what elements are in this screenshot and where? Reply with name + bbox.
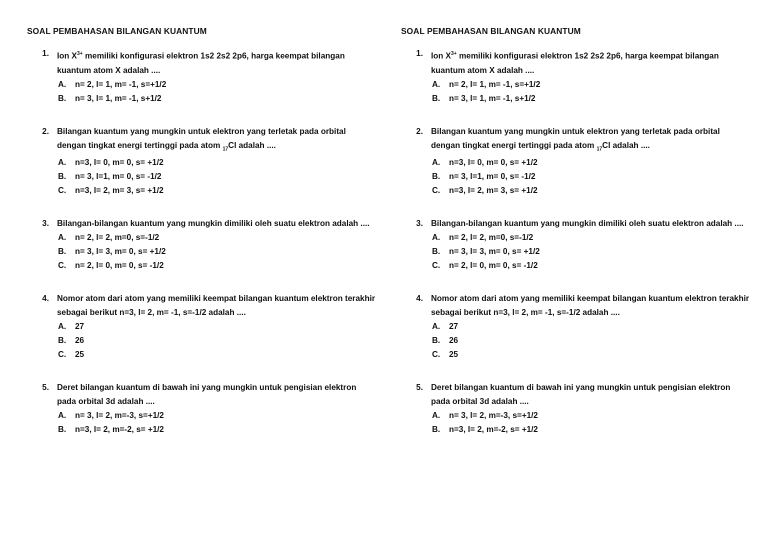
option-b: B. 26	[58, 336, 85, 346]
question-number: 4.	[416, 294, 423, 304]
question-4	[27, 292, 377, 362]
option-b: B. n= 3, l= 3, m= 0, s= +1/2	[58, 247, 166, 257]
option-b: B. n= 3, l=1, m= 0, s= -1/2	[432, 172, 536, 182]
option-b: B. n= 3, l= 1, m= -1, s+1/2	[58, 93, 162, 103]
option-b: B. 26	[432, 336, 459, 346]
question-text: Bilangan-bilangan kuantum yang mungkin dimiliki oleh suatu elektron adalah ....	[431, 219, 744, 229]
question-number: 3.	[42, 219, 49, 229]
question-2	[27, 125, 377, 199]
worksheet-right	[401, 26, 751, 456]
question-text: Ion $X^{3+}$ memiliki konfigurasi elektron 1s2 2s2 2p6, harga keempat bilangan kuantum atom X adalah ....	[431, 51, 719, 75]
option-b: B. n= 3, l= 3, m= 0, s= +1/2	[432, 247, 540, 257]
question-number: 5.	[416, 383, 423, 393]
charge-superscript: 3+	[77, 51, 83, 57]
option-c: C. 25	[58, 350, 85, 360]
question-text: Nomor atom dari atom yang memiliki keempat bilangan kuantum elektron terakhir sebagai berikut n=3, l= 2, m= -1, s=-1/2 adalah ....	[431, 294, 750, 318]
charge-superscript: 3+	[451, 51, 457, 57]
worksheet-left	[27, 26, 377, 456]
question-5	[401, 381, 751, 437]
option-a: A. 27	[58, 322, 85, 332]
question-text: Nomor atom dari atom yang memiliki keempat bilangan kuantum elektron terakhir sebagai berikut n=3, l= 2, m= -1, s=-1/2 adalah ....	[57, 294, 376, 318]
question-1	[401, 47, 751, 106]
question-text: Bilangan kuantum yang mungkin untuk elektron yang terletak pada orbital dengan tingkat energi tertinggi pada atom $_{17}$Cl adalah ....	[57, 126, 346, 153]
option-a: A. n=3, l= 0, m= 0, s= +1/2	[432, 158, 538, 168]
question-number: 1.	[416, 49, 423, 58]
question-number: 4.	[42, 294, 49, 304]
question-3	[27, 217, 377, 273]
question-number: 2.	[416, 126, 423, 136]
question-1	[27, 47, 377, 106]
option-a: A. n=3, l= 0, m= 0, s= +1/2	[58, 158, 164, 168]
option-a: A. 27	[432, 322, 459, 332]
question-text: Bilangan-bilangan kuantum yang mungkin dimiliki oleh suatu elektron adalah ....	[57, 219, 370, 229]
question-3	[401, 217, 751, 273]
option-b: B. n=3, l= 2, m=-2, s= +1/2	[432, 425, 538, 435]
question-number: 5.	[42, 383, 49, 393]
option-c: C. n=3, l= 2, m= 3, s= +1/2	[432, 186, 538, 196]
option-a: A. n= 2, l= 2, m=0, s=-1/2	[432, 233, 534, 243]
question-4	[401, 292, 751, 362]
question-text: Deret bilangan kuantum di bawah ini yang mungkin untuk pengisian elektron pada orbital 3d adalah ....	[57, 383, 357, 407]
option-a: A. n= 3, l= 2, m=-3, s=+1/2	[58, 411, 164, 421]
option-c: C. n= 2, l= 0, m= 0, s= -1/2	[58, 261, 164, 271]
option-a: A. n= 2, l= 1, m= -1, s=+1/2	[432, 79, 541, 89]
option-a: A. n= 3, l= 2, m=-3, s=+1/2	[432, 411, 538, 421]
option-a: A. n= 2, l= 1, m= -1, s=+1/2	[58, 79, 167, 89]
question-5	[27, 381, 377, 437]
page-title: SOAL PEMBAHASAN BILANGAN KUANTUM	[27, 26, 207, 36]
option-c: C. n= 2, l= 0, m= 0, s= -1/2	[432, 261, 538, 271]
question-text: Bilangan kuantum yang mungkin untuk elektron yang terletak pada orbital dengan tingkat energi tertinggi pada atom $_{17}$Cl adalah ....	[431, 126, 720, 153]
option-b: B. n= 3, l= 1, m= -1, s+1/2	[432, 93, 536, 103]
question-text: Deret bilangan kuantum di bawah ini yang mungkin untuk pengisian elektron pada orbital 3d adalah ....	[431, 383, 731, 407]
question-number: 3.	[416, 219, 423, 229]
question-number: 2.	[42, 126, 49, 136]
option-a: A. n= 2, l= 2, m=0, s=-1/2	[58, 233, 160, 243]
option-c: C. n=3, l= 2, m= 3, s= +1/2	[58, 186, 164, 196]
page-title: SOAL PEMBAHASAN BILANGAN KUANTUM	[401, 26, 581, 36]
option-c: C. 25	[432, 350, 459, 360]
question-text: Ion $X^{3+}$ memiliki konfigurasi elektron 1s2 2s2 2p6, harga keempat bilangan kuantum atom X adalah ....	[57, 51, 345, 75]
question-number: 1.	[42, 49, 49, 58]
option-b: B. n= 3, l=1, m= 0, s= -1/2	[58, 172, 162, 182]
option-b: B. n=3, l= 2, m=-2, s= +1/2	[58, 425, 164, 435]
atomic-number-subscript: 17	[596, 146, 603, 153]
atomic-number-subscript: 17	[222, 146, 229, 153]
question-2	[401, 125, 751, 199]
